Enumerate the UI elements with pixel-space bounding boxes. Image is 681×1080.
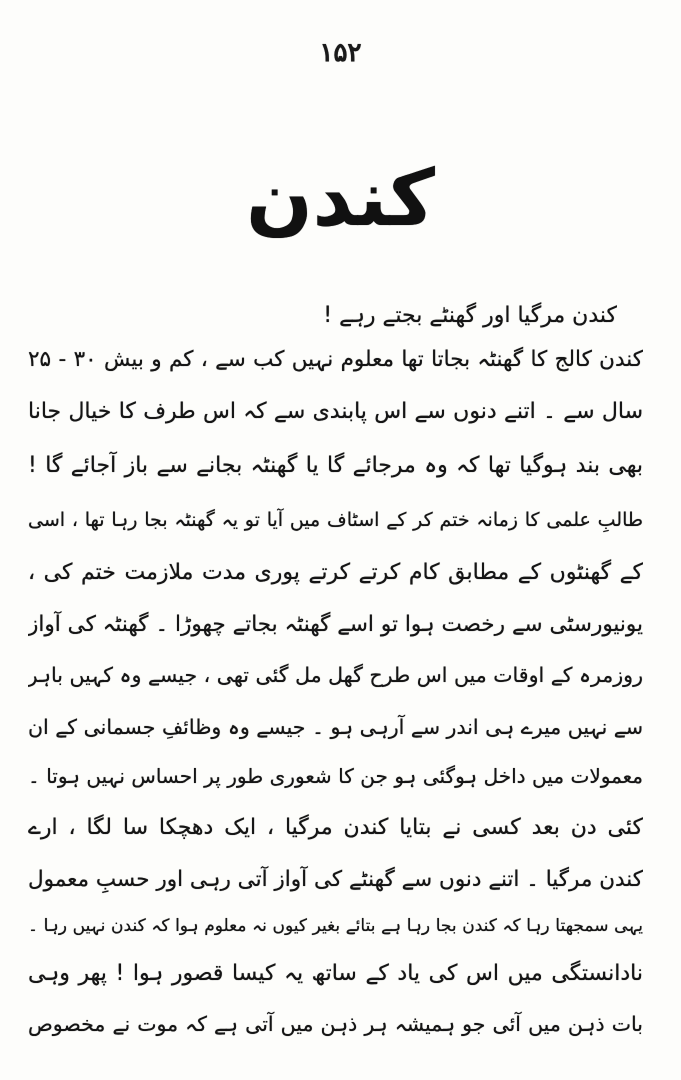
- text-line: سے نہیں میرے ہی اندر سے آرہی ہو ۔ جیسے وہ وظائفِ جسمانی کے ان: [28, 715, 643, 739]
- text-line: یونیورسٹی سے رخصت ہوا تو اسے گھنٹہ بجاتے چھوڑا ۔ گھنٹہ کی آواز: [28, 612, 643, 637]
- text-line: کئی دن بعد کسی نے بتایا کندن مرگیا ، ایک دھچکا سا لگا ، ارے: [28, 815, 643, 840]
- chapter-title: کندن: [246, 154, 435, 244]
- text-line: یہی سمجھتا رہا کہ کندن بجا رہا ہے بتائے بغیر کیوں نہ معلوم ہوا کہ کندن نہیں رہا ۔: [28, 916, 643, 936]
- text-line: کندن مرگیا ۔ اتنے دنوں سے گھنٹے کی آواز آتی رہی اور حسبِ معمول: [28, 867, 643, 892]
- text-line: بات ذہن میں آئی جو ہمیشہ ہر ذہن میں آتی ہے کہ موت نے مخصوص: [28, 1012, 643, 1036]
- text-line: طالبِ علمی کا زمانہ ختم کر کے اسٹاف میں آیا تو یہ گھنٹہ بجا رہا تھا ، اسی: [28, 509, 643, 531]
- page-number: ۱۵۲: [319, 38, 362, 68]
- body-text: [28, 0, 643, 1080]
- text-line: کے گھنٹوں کے مطابق کام کرتے کرتے پوری مدت ملازمت ختم کی ،: [28, 560, 643, 585]
- text-line: کندن کالج کا گھنٹہ بجاتا تھا معلوم نہیں کب سے ، کم و بیش ۳۰ - ۲۵: [28, 347, 643, 372]
- text-line: سال سے ۔ اتنے دنوں سے اس پابندی سے کہ اس طرف کا خیال جانا: [28, 399, 643, 424]
- text-line: کندن مرگیا اور گھنٹے بجتے رہے !: [323, 303, 617, 328]
- text-line: بھی بند ہوگیا تھا کہ وہ مرجائے گا یا گھنٹہ بجانے سے باز آجائے گا !: [28, 453, 643, 478]
- text-line: روزمرہ کے اوقات میں اس طرح گھل مل گئی تھی ، جیسے وہ کہیں باہر: [28, 663, 643, 687]
- text-line: معمولات میں داخل ہوگئی ہو جن کا شعوری طور پر احساس نہیں ہوتا ۔: [28, 764, 643, 788]
- text-line: نادانستگی میں اس کی یاد کے ساتھ یہ کیسا قصور ہوا ! پھر وہی: [28, 961, 643, 986]
